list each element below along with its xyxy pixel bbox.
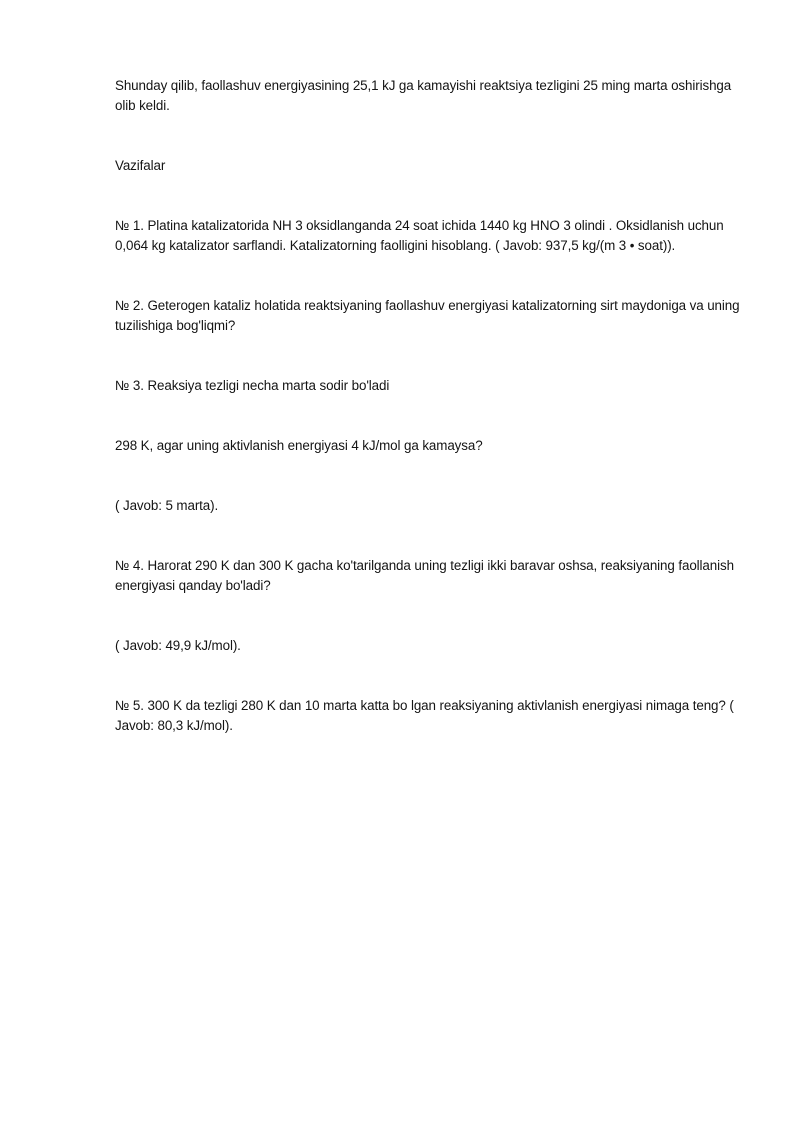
task-2: № 2. Geterogen kataliz holatida reaktsiyaning faollashuv energiyasi katalizatorning sirt maydoniga va uning tuzilishiga bog'liqmi? — [115, 298, 740, 333]
summary-paragraph: Shunday qilib, faollashuv energiyasining 25,1 kJ ga kamayishi reaktsiya tezligini 25 ming marta oshirishga olib keldi. — [115, 78, 732, 113]
task-3: № 3. Reaksiya tezligi necha marta sodir bo'ladi — [115, 378, 390, 393]
task-1: № 1. Platina katalizatorida NH 3 oksidlanganda 24 soat ichida 1440 kg HNO 3 olindi . Oksidlanish uchun 0,064 kg katalizator sarflandi. Katalizatorning faolligini hisoblang. ( Javob: 937,5 kg/(m 3 • soat)). — [115, 218, 724, 253]
task-5: № 5. 300 K da tezligi 280 K dan 10 marta katta bo lgan reaksiyaning aktivlanish energiyasi nimaga teng? ( Javob: 80,3 kJ/mol). — [115, 698, 734, 733]
task-4-answer: ( Javob: 49,9 kJ/mol). — [115, 638, 241, 653]
section-heading: Vazifalar — [115, 158, 166, 173]
task-4: № 4. Harorat 290 K dan 300 K gacha ko'tarilganda uning tezligi ikki baravar oshsa, reaksiyaning faollanish energiyasi qanday bo'ladi? — [115, 558, 734, 593]
task-3-answer: ( Javob: 5 marta). — [115, 498, 219, 513]
task-3-continuation: 298 K, agar uning aktivlanish energiyasi 4 kJ/mol ga kamaysa? — [115, 438, 483, 453]
